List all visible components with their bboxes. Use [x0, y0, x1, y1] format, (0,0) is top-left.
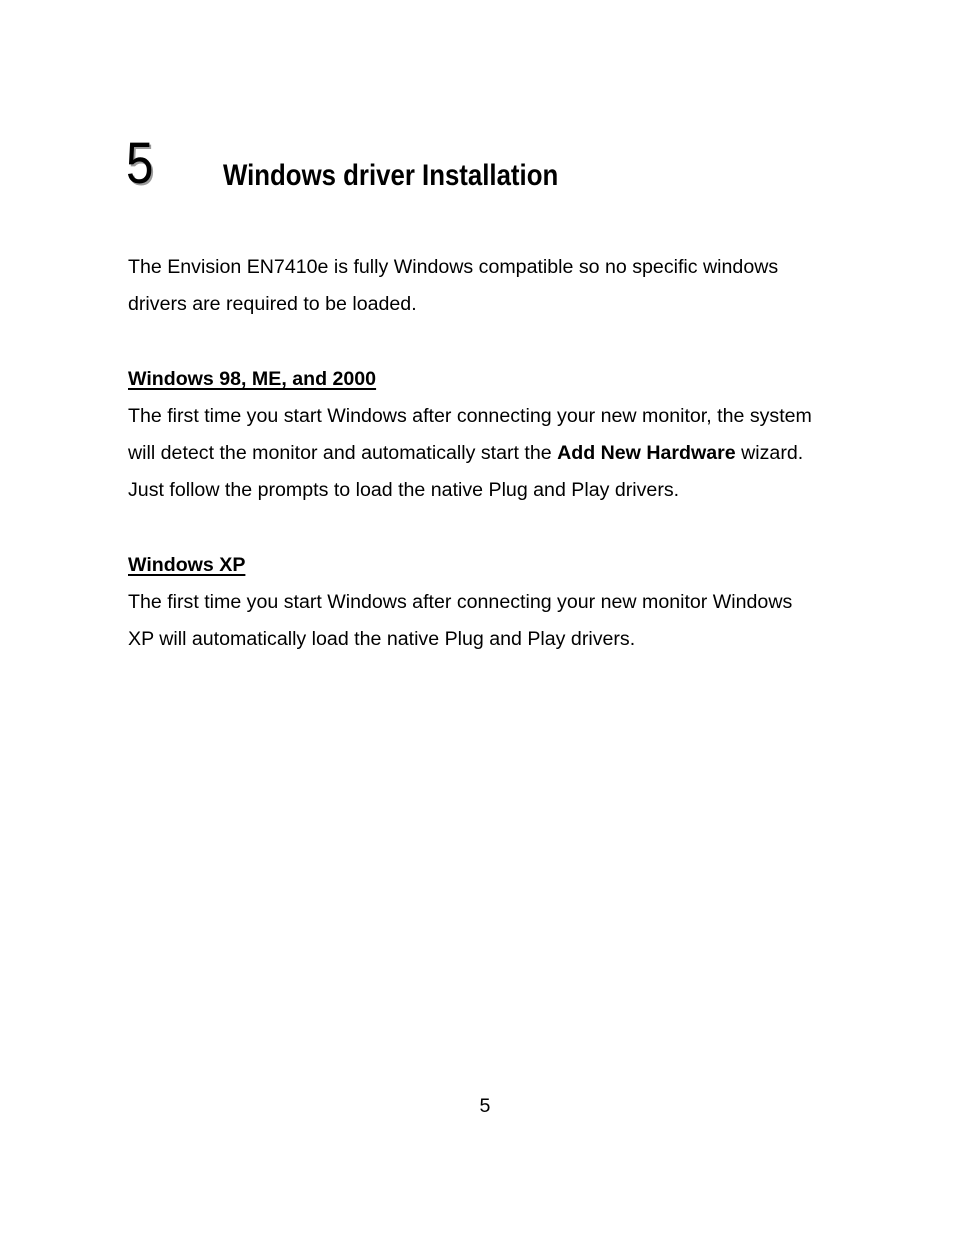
- section-heading-windows-98-me-2000: [128, 361, 858, 398]
- chapter-title: Windows driver Installation: [223, 159, 559, 192]
- section-heading-text: Windows 98, ME, and 2000: [128, 368, 377, 390]
- paragraph-line-1: The first time you start Windows after connecting your new monitor Windows: [128, 591, 793, 613]
- section-heading-windows-xp: [128, 547, 858, 584]
- paragraph-line-2: [128, 435, 858, 472]
- intro-line-1: The Envision EN7410e is fully Windows compatible so no specific windows: [128, 256, 779, 278]
- paragraph-line-2: XP will automatically load the native Plug and Play drivers.: [128, 628, 636, 651]
- section-paragraph-windows-98-me-2000: [128, 398, 858, 510]
- chapter-number: 5: [126, 131, 154, 196]
- page-number: 5: [479, 1095, 491, 1117]
- paragraph-line-3: Just follow the prompts to load the native Plug and Play drivers.: [128, 479, 680, 502]
- add-new-hardware-emphasis: Add New Hardware: [557, 442, 736, 465]
- section-paragraph-windows-xp: [128, 584, 858, 658]
- intro-line-2: drivers are required to be loaded.: [128, 293, 417, 316]
- intro-paragraph: [128, 249, 858, 323]
- paragraph-line-2-start: will detect the monitor and automatically start the: [128, 442, 558, 465]
- paragraph-line-1: The first time you start Windows after connecting your new monitor, the system: [128, 405, 812, 427]
- paragraph-line-2-end: wizard.: [735, 442, 804, 465]
- section-heading-text: Windows XP: [128, 554, 246, 576]
